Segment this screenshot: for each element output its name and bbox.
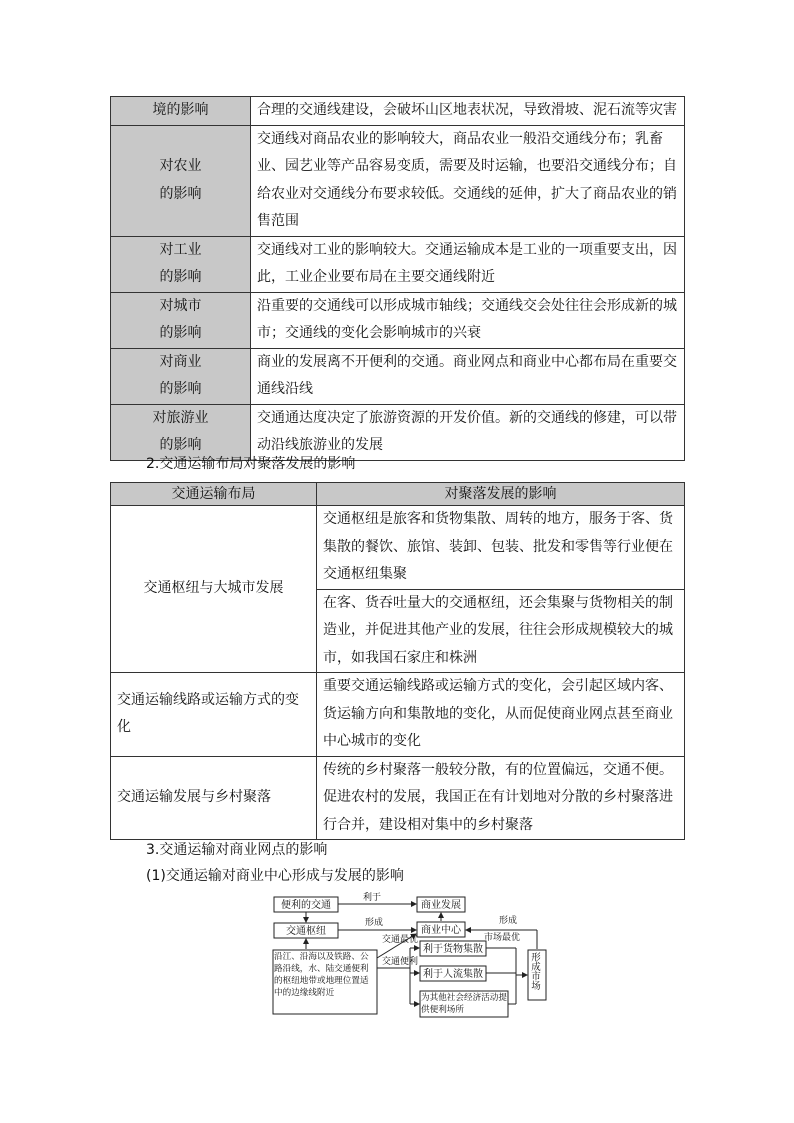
row-text: 交通通达度决定了旅游资源的开发价值。新的交通线的修建，可以带动沿线旅游业的发展 [251,404,685,460]
table-row [111,236,685,292]
table-header-row [111,483,685,506]
row-head: 对商业 的影响 [111,348,251,404]
row-text: 在客、货吞吐量大的交通枢纽，还会集聚与货物相关的制造业，并促进其他产业的发展，往往会形成规模较大的城市，如我国石家庄和株洲 [317,589,685,673]
table-row [111,97,685,126]
table-row [111,125,685,236]
row-head: 对城市 的影响 [111,292,251,348]
box-location-text-wrap [274,951,376,1013]
label-benefit: 利于 [362,893,382,903]
row-head: 境的影响 [111,97,251,126]
label-traffic-optimal: 交通最优 [382,935,419,945]
table-row [111,404,685,460]
row-text: 重要交通运输线路或运输方式的变化，会引起区域内客、货运输方向和集散地的变化，从而促使商业网点甚至商业中心城市的变化 [317,673,685,757]
traffic-impact-table [110,96,685,461]
row-text: 交通线对工业的影响较大。交通运输成本是工业的一项重要支出，因此，工业企业要布局在主要交通线附近 [251,236,685,292]
section-3-title: 3.交通运输对商业网点的影响 [146,842,328,858]
row-head: 交通运输线路或运输方式的变化 [111,673,317,757]
box-transport-hub-label: 交通枢纽 [286,926,326,937]
box-goods-distribution-label: 利于货物集散 [423,944,483,955]
label-market-optimal: 市场最优 [483,933,521,943]
box-commerce-development-label: 商业发展 [421,900,461,911]
row-text: 传统的乡村聚落一般较分散，有的位置偏远，交通不便。促进农村的发展，我国正在有计划地对分散的乡村聚落进行合并，建设相对集中的乡村聚落 [317,756,685,840]
column-header: 对聚落发展的影响 [317,483,685,506]
row-head: 对工业 的影响 [111,236,251,292]
box-people-distribution-label: 利于人流集散 [423,969,483,980]
table-row [111,506,685,590]
row-text: 沿重要的交通线可以形成城市轴线；交通线交会处往往会形成新的城市；交通线的变化会影响城市的兴衰 [251,292,685,348]
table-row [111,756,685,840]
box-other-activities-label: 为其他社会经济活动提供便利场所 [421,993,507,1015]
box-other-activities-text-wrap [421,992,507,1016]
label-form: 形成 [364,918,384,928]
row-text: 交通枢纽是旅客和货物集散、周转的地方，服务于客、货集散的餐饮、旅馆、装卸、包装、批发和零售等行业便在交通枢纽集聚 [317,506,685,590]
section-3-subtitle: (1)交通运输对商业中心形成与发展的影响 [146,868,404,884]
box-location-label: 沿江、沿海以及铁路、公路沿线，水、陆交通便利的枢纽地带或地理位置适中的边缘线附近 [274,952,369,998]
row-text: 合理的交通线建设，会破坏山区地表状况，导致滑坡、泥石流等灾害 [251,97,685,126]
section-2-title: 2.交通运输布局对聚落发展的影响 [146,456,356,472]
box-convenient-transport-label: 便利的交通 [281,900,331,911]
row-head: 对农业 的影响 [111,125,251,236]
commerce-center-flow-diagram [270,888,550,1020]
row-head: 交通运输发展与乡村聚落 [111,756,317,840]
box-commerce-center-label: 商业中心 [421,925,461,936]
column-header: 交通运输布局 [111,483,317,506]
box-form-market-text-wrap [529,952,545,998]
box-form-market-label: 形成市场 [529,952,540,990]
label-form-2: 形成 [498,916,518,926]
label-traffic-convenient: 交通便利 [382,957,419,967]
row-text: 交通线对商品农业的影响较大，商品农业一般沿交通线分布；乳畜业、园艺业等产品容易变质，需要及时运输，也要沿交通线分布；自给农业对交通线分布要求较低。交通线的延伸，扩大了商品农业的销售范围 [251,125,685,236]
table-row [111,348,685,404]
table-row [111,292,685,348]
row-head: 交通枢纽与大城市发展 [111,506,317,673]
row-head: 对旅游业 的影响 [111,404,251,460]
row-text: 商业的发展离不开便利的交通。商业网点和商业中心都布局在重要交通线沿线 [251,348,685,404]
table-row [111,673,685,757]
settlement-impact-table [110,482,685,840]
